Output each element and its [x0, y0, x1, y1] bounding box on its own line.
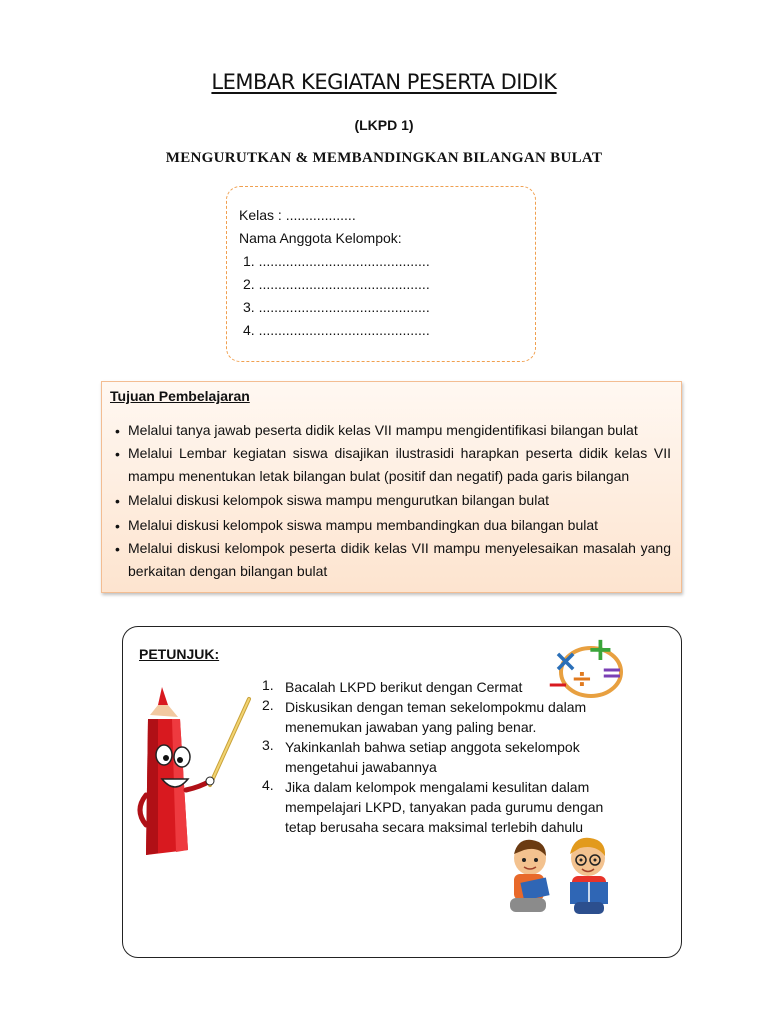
bullet-icon: • — [115, 518, 120, 534]
step-number: 4. — [262, 777, 274, 793]
class-field[interactable]: Kelas : .................. — [239, 207, 356, 223]
step-number: 3. — [262, 737, 274, 753]
minus-icon: − — [547, 670, 569, 700]
member-field-1[interactable]: 1. ............................................ — [243, 253, 430, 269]
math-symbols-icon — [543, 630, 627, 702]
objective-item-5: Melalui diskusi kelompok peserta didik kelas VII mampu menyelesaikan masalah yang berkaitan dengan bilangan bulat — [128, 540, 671, 579]
member-field-4[interactable]: 4. ............................................ — [243, 322, 430, 338]
objective-item-2: Melalui Lembar kegiatan siswa disajikan ilustrasidi harapkan peserta didik kelas VII mampu menentukan letak bilangan bulat (positif dan negatif) pada garis bilangan — [128, 445, 671, 484]
bullet-icon: • — [115, 423, 120, 439]
objective-item-3: Melalui diskusi kelompok siswa mampu mengurutkan bilangan bulat — [128, 492, 549, 508]
instructions-title: PETUNJUK: — [139, 646, 220, 662]
objective-item-4: Melalui diskusi kelompok siswa mampu membandingkan dua bilangan bulat — [128, 517, 599, 533]
member-field-3[interactable]: 3. ............................................ — [243, 299, 430, 315]
equals-icon: = — [601, 658, 623, 688]
instruction-step-4: Jika dalam kelompok mengalami kesulitan dalam mempelajari LKPD, tanyakan pada gurumu dengan tetap berusaha secara maksimal terlebih dahulu — [285, 779, 604, 835]
objective-item-1: Melalui tanya jawab peserta didik kelas VII mampu mengidentifikasi bilangan bulat — [128, 422, 638, 438]
members-label: Nama Anggota Kelompok: — [239, 230, 402, 246]
divide-icon: ÷ — [571, 664, 593, 694]
multiply-icon: × — [553, 644, 579, 679]
worksheet-topic: MENGURUTKAN & MEMBANDINGKAN BILANGAN BULAT — [165, 150, 603, 166]
worksheet-code: (LKPD 1) — [354, 117, 414, 133]
instruction-step-3: Yakinkanlah bahwa setiap anggota sekelompok mengetahui jawabannya — [285, 739, 580, 775]
reading-children-icon — [500, 836, 620, 920]
instruction-step-2: Diskusikan dengan teman sekelompokmu dalam menemukan jawaban yang paling benar. — [285, 699, 587, 735]
pencil-mascot-icon — [128, 675, 258, 865]
bullet-icon: • — [115, 493, 120, 509]
page-title: LEMBAR KEGIATAN PESERTA DIDIK — [211, 70, 557, 94]
bullet-icon: • — [115, 446, 120, 462]
objectives-title: Tujuan Pembelajaran — [110, 388, 250, 404]
instruction-step-1: Bacalah LKPD berikut dengan Cermat — [285, 679, 523, 695]
step-number: 1. — [262, 677, 274, 693]
step-number: 2. — [262, 697, 274, 713]
bullet-icon: • — [115, 541, 120, 557]
member-field-2[interactable]: 2. ............................................ — [243, 276, 430, 292]
plus-icon: + — [587, 630, 614, 668]
